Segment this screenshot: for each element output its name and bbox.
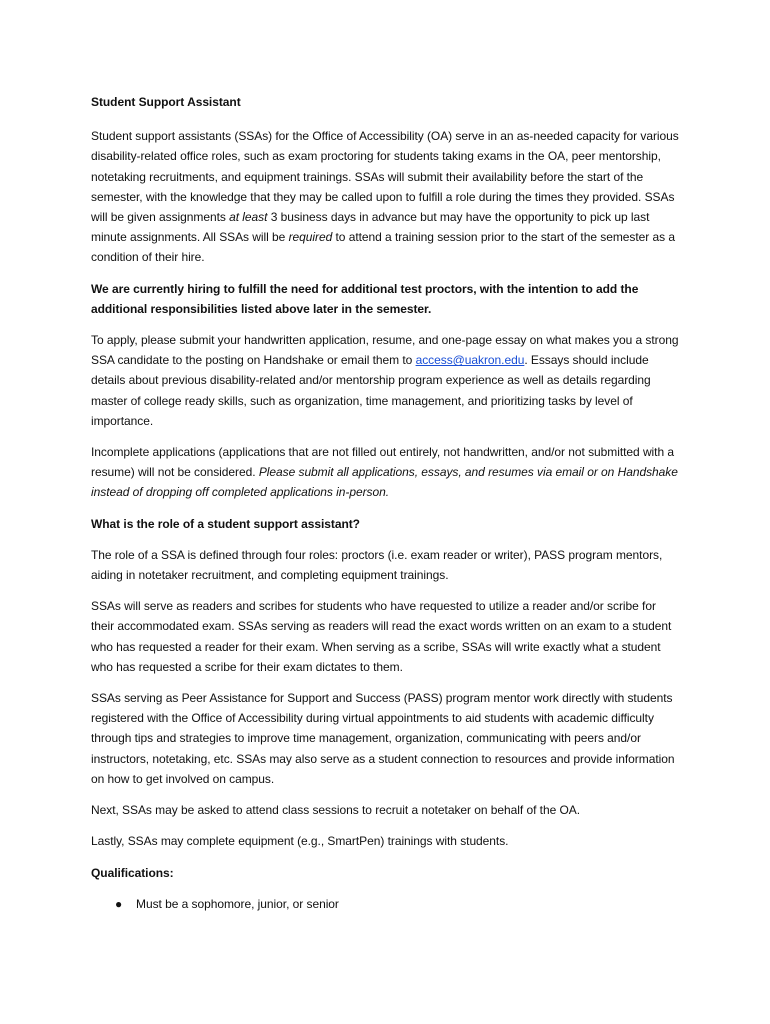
- incomplete-paragraph: [91, 442, 681, 503]
- incomplete-emphasis: Please submit all applications, essays, and resumes via email or on Handshake instead of dropping off completed applications in-person.: [91, 465, 678, 500]
- intro-emphasis-at-least: at least: [229, 210, 268, 225]
- intro-text-2: 3 business days in advance but may have the opportunity to pick up last minute assignments. All SSAs will be: [91, 210, 650, 245]
- bullet-icon: ●: [115, 896, 123, 911]
- qualification-text: Must be a sophomore, junior, or senior: [136, 896, 339, 911]
- incomplete-text: Incomplete applications (applications that are not filled out entirely, not handwritten, and/or not submitted with a resume) will not be considered.: [91, 445, 674, 480]
- equipment-paragraph: Lastly, SSAs may complete equipment (e.g., SmartPen) trainings with students.: [91, 834, 509, 849]
- intro-emphasis-required: required: [288, 230, 333, 245]
- email-link[interactable]: access@uakron.edu: [415, 353, 525, 368]
- notetaker-paragraph: Next, SSAs may be asked to attend class sessions to recruit a notetaker on behalf of the OA.: [91, 803, 580, 818]
- readers-scribes-paragraph: SSAs will serve as readers and scribes for students who have requested to utilize a reader and/or scribe for their accommodated exam. SSAs serving as readers will read the exact words written on an exam to a student who has requested a reader for their exam. When serving as a scribe, SSAs will write exactly what a student who has requested a scribe for their exam dictates to them.: [91, 599, 672, 674]
- qualifications-heading: Qualifications:: [91, 865, 174, 880]
- hiring-notice: We are currently hiring to fulfill the need for additional test proctors, with the intention to add the additional responsibilities listed above later in the semester.: [91, 281, 639, 316]
- apply-text-2: . Essays should include details about previous disability-related and/or mentorship program experience as well as details regarding master of college ready skills, such as organization, time management, and prioritizing tasks by level of importance.: [91, 353, 651, 428]
- qualifications-list: [91, 894, 681, 914]
- apply-text-1: To apply, please submit your handwritten application, resume, and one-page essay on what makes you a strong SSA candidate to the posting on Handshake or email them to: [91, 333, 679, 368]
- pass-mentors-paragraph: SSAs serving as Peer Assistance for Support and Success (PASS) program mentor work directly with students registered with the Office of Accessibility during virtual appointments to aid students with academic difficulty through tips and strategies to improve time management, organization, communicating with peers and/or instructors, notetaking, etc. SSAs may also serve as a student connection to resources and provide information on how to get involved on campus.: [91, 691, 675, 786]
- intro-paragraph: [91, 126, 681, 267]
- document-title: Student Support Assistant: [91, 95, 241, 109]
- document-body: [91, 92, 681, 914]
- intro-text-1: Student support assistants (SSAs) for the Office of Accessibility (OA) serve in an as-needed capacity for various disability-related office roles, such as exam proctoring for students taking exams in the OA, peer mentorship, notetaking recruitments, and equipment trainings. SSAs will submit their availability before the start of the semester, with the knowledge that they may be called upon to fulfill a role during the times they provided. SSAs will be given assignments: [91, 129, 679, 225]
- apply-paragraph: [91, 330, 681, 431]
- role-heading: What is the role of a student support assistant?: [91, 516, 360, 531]
- intro-text-3: to attend a training session prior to the start of the semester as a condition of their hire.: [91, 230, 675, 265]
- list-item: [91, 894, 681, 914]
- role-intro-paragraph: The role of a SSA is defined through four roles: proctors (i.e. exam reader or writer), PASS program mentors, aiding in notetaker recruitment, and completing equipment trainings.: [91, 547, 663, 583]
